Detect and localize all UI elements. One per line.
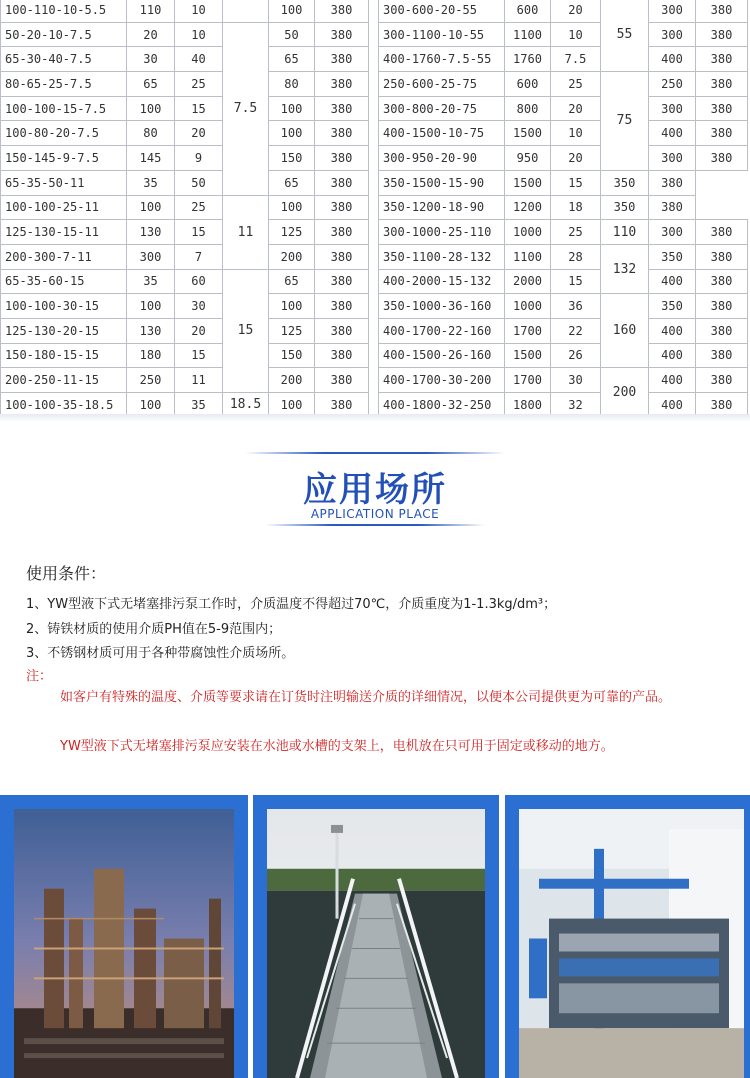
table-row (1, 244, 369, 269)
table-row (1, 318, 369, 343)
model-cell: 125-130-15-11 (1, 220, 127, 245)
table-cell: 380 (315, 368, 369, 393)
table-cell: 28 (551, 244, 601, 269)
table-cell: 350 (601, 195, 649, 220)
power-cell: 15 (223, 269, 269, 392)
table-cell: 1800 (505, 393, 551, 418)
table-cell: 1000 (505, 294, 551, 319)
model-cell: 100-100-35-18.5 (1, 393, 127, 418)
model-cell: 125-130-20-15 (1, 318, 127, 343)
application-gallery (0, 795, 750, 1078)
table-cell: 1000 (505, 220, 551, 245)
table-row (379, 121, 748, 146)
table-cell: 380 (696, 22, 748, 47)
model-cell: 400-1760-7.5-55 (379, 47, 505, 72)
table-row (379, 220, 748, 245)
table-cell: 300 (649, 0, 696, 22)
table-cell: 380 (315, 318, 369, 343)
model-cell: 65-35-60-15 (1, 269, 127, 294)
model-cell: 400-1700-30-200 (379, 368, 505, 393)
table-cell: 380 (315, 22, 369, 47)
table-cell: 380 (696, 146, 748, 171)
table-cell: 380 (315, 96, 369, 121)
table-cell: 380 (315, 146, 369, 171)
model-cell: 300-600-20-55 (379, 0, 505, 22)
table-cell: 15 (175, 343, 223, 368)
factory-machine-photo (505, 795, 750, 1078)
table-cell: 380 (315, 220, 369, 245)
table-cell: 100 (269, 0, 315, 22)
condition-item: 3、不锈钢材质可用于各种带腐蚀性介质场所。 (26, 646, 295, 661)
conditions-title: 使用条件： (26, 564, 107, 583)
refinery-illustration (14, 809, 234, 1078)
table-cell: 1100 (505, 244, 551, 269)
table-cell: 80 (269, 72, 315, 97)
table-cell: 600 (505, 0, 551, 22)
table-cell: 300 (127, 244, 175, 269)
power-cell: 75 (601, 72, 649, 171)
table-cell: 65 (269, 269, 315, 294)
table-cell: 400 (649, 343, 696, 368)
power-cell: 200 (601, 368, 649, 417)
table-row (1, 72, 369, 97)
table-cell: 22 (551, 318, 601, 343)
table-cell: 7.5 (551, 47, 601, 72)
table-cell: 150 (269, 146, 315, 171)
table-cell: 50 (269, 22, 315, 47)
table-cell: 20 (551, 146, 601, 171)
table-cell: 400 (649, 393, 696, 418)
table-row (379, 72, 748, 97)
table-cell: 380 (315, 47, 369, 72)
model-cell: 400-1500-26-160 (379, 343, 505, 368)
model-cell: 65-35-50-11 (1, 170, 127, 195)
heading-decor-line (265, 524, 485, 526)
table-cell: 180 (127, 343, 175, 368)
table-cell: 65 (127, 72, 175, 97)
note-label: 注： (26, 669, 53, 684)
table-cell: 20 (175, 318, 223, 343)
model-cell: 250-600-25-75 (379, 72, 505, 97)
table-cell: 1100 (505, 22, 551, 47)
table-row (379, 0, 748, 22)
table-row (379, 343, 748, 368)
table-cell: 9 (175, 146, 223, 171)
table-cell: 380 (315, 244, 369, 269)
table-bottom-shadow (0, 414, 750, 422)
model-cell: 65-30-40-7.5 (1, 47, 127, 72)
power-cell: 18.5 (223, 393, 269, 418)
power-cell: 11 (223, 195, 269, 269)
model-cell: 100-80-20-7.5 (1, 121, 127, 146)
table-cell: 10 (551, 121, 601, 146)
table-cell: 300 (649, 96, 696, 121)
table-cell: 250 (127, 368, 175, 393)
table-cell: 100 (269, 96, 315, 121)
table-row (379, 146, 748, 171)
spec-table-area (0, 0, 750, 420)
table-cell: 145 (127, 146, 175, 171)
table-cell: 110 (127, 0, 175, 22)
table-cell: 150 (269, 343, 315, 368)
table-cell: 1700 (505, 368, 551, 393)
table-cell: 100 (127, 195, 175, 220)
table-row (1, 269, 369, 294)
section-title-en: APPLICATION PLACE (310, 507, 440, 521)
table-cell: 65 (269, 47, 315, 72)
sewage-treatment-walkway-photo (253, 795, 499, 1078)
model-cell: 400-2000-15-132 (379, 269, 505, 294)
table-cell: 380 (696, 47, 748, 72)
table-row (379, 195, 748, 220)
table-cell: 380 (696, 121, 748, 146)
table-row (379, 170, 748, 195)
power-cell: 160 (601, 294, 649, 368)
table-cell: 380 (696, 72, 748, 97)
table-cell: 30 (551, 368, 601, 393)
table-cell: 30 (127, 47, 175, 72)
table-cell: 380 (696, 318, 748, 343)
table-cell: 600 (505, 72, 551, 97)
table-cell: 380 (315, 393, 369, 418)
table-cell: 25 (551, 72, 601, 97)
power-cell: 55 (601, 0, 649, 72)
table-row (379, 47, 748, 72)
table-row (379, 368, 748, 393)
table-cell: 350 (601, 170, 649, 195)
model-cell: 300-950-20-90 (379, 146, 505, 171)
note-paragraph: YW型液下式无堵塞排污泵应安装在水池或水槽的支架上，电机放在只可用于固定或移动的地方。 (60, 739, 614, 754)
table-cell: 25 (175, 72, 223, 97)
table-cell: 300 (649, 220, 696, 245)
table-cell: 20 (127, 22, 175, 47)
table-cell: 380 (649, 195, 696, 220)
power-cell: 132 (601, 244, 649, 293)
table-cell: 20 (551, 96, 601, 121)
table-row (379, 294, 748, 319)
table-cell: 380 (696, 96, 748, 121)
section-title-cn: 应用场所 (303, 470, 447, 510)
table-cell: 40 (175, 47, 223, 72)
table-cell: 800 (505, 96, 551, 121)
table-cell: 380 (315, 121, 369, 146)
table-cell: 380 (696, 294, 748, 319)
table-cell: 380 (696, 220, 748, 245)
table-row (1, 146, 369, 171)
model-cell: 150-180-15-15 (1, 343, 127, 368)
model-cell: 200-300-7-11 (1, 244, 127, 269)
table-cell: 15 (175, 96, 223, 121)
model-cell: 350-1500-15-90 (379, 170, 505, 195)
model-cell: 100-110-10-5.5 (1, 0, 127, 22)
power-cell: 110 (601, 220, 649, 245)
table-cell: 35 (127, 170, 175, 195)
table-cell: 380 (315, 269, 369, 294)
table-cell: 950 (505, 146, 551, 171)
heading-decor-line (245, 452, 505, 454)
model-cell: 80-65-25-7.5 (1, 72, 127, 97)
table-cell: 15 (551, 170, 601, 195)
table-cell: 380 (315, 294, 369, 319)
condition-item: 2、铸铁材质的使用介质PH值在5-9范围内； (26, 622, 282, 637)
table-row (379, 318, 748, 343)
power-cell (223, 0, 269, 22)
walkway-illustration (267, 809, 485, 1078)
table-cell: 400 (649, 47, 696, 72)
table-cell: 100 (269, 294, 315, 319)
table-cell: 25 (175, 195, 223, 220)
table-row (1, 343, 369, 368)
table-cell: 400 (649, 121, 696, 146)
table-cell: 100 (269, 121, 315, 146)
table-cell: 100 (127, 96, 175, 121)
model-cell: 100-100-25-11 (1, 195, 127, 220)
factory-illustration (519, 809, 744, 1078)
table-cell: 1500 (505, 170, 551, 195)
model-cell: 350-1100-28-132 (379, 244, 505, 269)
table-cell: 380 (696, 0, 748, 22)
table-cell: 350 (649, 294, 696, 319)
table-cell: 125 (269, 220, 315, 245)
table-cell: 400 (649, 368, 696, 393)
power-cell: 7.5 (223, 22, 269, 195)
table-cell: 20 (551, 0, 601, 22)
table-cell: 380 (649, 170, 696, 195)
table-row (1, 368, 369, 393)
table-cell: 380 (696, 269, 748, 294)
table-cell: 130 (127, 220, 175, 245)
table-cell: 100 (269, 393, 315, 418)
spec-table-right (378, 0, 748, 418)
spec-table-left (0, 0, 369, 418)
table-cell: 100 (127, 393, 175, 418)
table-cell: 25 (551, 220, 601, 245)
table-cell: 18 (551, 195, 601, 220)
table-row (379, 244, 748, 269)
table-cell: 400 (649, 318, 696, 343)
table-cell: 380 (696, 244, 748, 269)
table-cell: 15 (175, 220, 223, 245)
table-cell: 380 (315, 170, 369, 195)
table-cell: 11 (175, 368, 223, 393)
table-cell: 80 (127, 121, 175, 146)
table-cell: 200 (269, 244, 315, 269)
model-cell: 200-250-11-15 (1, 368, 127, 393)
table-cell: 7 (175, 244, 223, 269)
table-cell: 380 (696, 368, 748, 393)
table-cell: 350 (649, 244, 696, 269)
model-cell: 300-800-20-75 (379, 96, 505, 121)
table-cell: 32 (551, 393, 601, 418)
table-cell: 10 (175, 0, 223, 22)
table-row (1, 220, 369, 245)
table-cell: 1760 (505, 47, 551, 72)
model-cell: 300-1100-10-55 (379, 22, 505, 47)
table-row (379, 22, 748, 47)
section-heading (225, 452, 525, 526)
table-cell: 35 (127, 269, 175, 294)
model-cell: 350-1200-18-90 (379, 195, 505, 220)
table-cell: 380 (696, 343, 748, 368)
table-cell: 380 (315, 343, 369, 368)
table-cell: 200 (269, 368, 315, 393)
table-cell: 1200 (505, 195, 551, 220)
model-cell: 300-1000-25-110 (379, 220, 505, 245)
table-cell: 380 (315, 72, 369, 97)
table-cell: 2000 (505, 269, 551, 294)
table-cell: 20 (175, 121, 223, 146)
refinery-photo (0, 795, 248, 1078)
table-cell: 130 (127, 318, 175, 343)
table-row (1, 47, 369, 72)
table-row (1, 170, 369, 195)
model-cell: 400-1700-22-160 (379, 318, 505, 343)
table-cell: 10 (551, 22, 601, 47)
table-row (1, 96, 369, 121)
table-cell: 125 (269, 318, 315, 343)
table-row (1, 195, 369, 220)
model-cell: 100-100-15-7.5 (1, 96, 127, 121)
table-cell: 36 (551, 294, 601, 319)
table-cell: 65 (269, 170, 315, 195)
table-cell: 300 (649, 22, 696, 47)
model-cell: 50-20-10-7.5 (1, 22, 127, 47)
table-row (1, 294, 369, 319)
table-row (1, 0, 369, 22)
table-cell: 100 (269, 195, 315, 220)
table-row (379, 269, 748, 294)
table-cell: 10 (175, 22, 223, 47)
table-cell: 400 (649, 269, 696, 294)
table-cell: 380 (696, 393, 748, 418)
table-row (379, 96, 748, 121)
table-cell: 50 (175, 170, 223, 195)
table-cell: 30 (175, 294, 223, 319)
table-cell: 15 (551, 269, 601, 294)
model-cell: 350-1000-36-160 (379, 294, 505, 319)
table-cell: 1700 (505, 318, 551, 343)
table-cell: 26 (551, 343, 601, 368)
table-cell: 250 (649, 72, 696, 97)
table-cell: 35 (175, 393, 223, 418)
model-cell: 150-145-9-7.5 (1, 146, 127, 171)
table-row (1, 22, 369, 47)
condition-item: 1、YW型液下式无堵塞排污泵工作时，介质温度不得超过70℃，介质重度为1-1.3kg/dm³； (26, 597, 557, 612)
table-cell: 380 (315, 0, 369, 22)
note-paragraph: 如客户有特殊的温度、介质等要求请在订货时注明输送介质的详细情况，以便本公司提供更为可靠的产品。 (60, 690, 672, 705)
table-cell: 300 (649, 146, 696, 171)
model-cell: 400-1500-10-75 (379, 121, 505, 146)
table-cell: 380 (315, 195, 369, 220)
table-cell: 60 (175, 269, 223, 294)
table-row (1, 121, 369, 146)
table-cell: 1500 (505, 121, 551, 146)
model-cell: 100-100-30-15 (1, 294, 127, 319)
model-cell: 400-1800-32-250 (379, 393, 505, 418)
table-cell: 1500 (505, 343, 551, 368)
table-cell: 100 (127, 294, 175, 319)
